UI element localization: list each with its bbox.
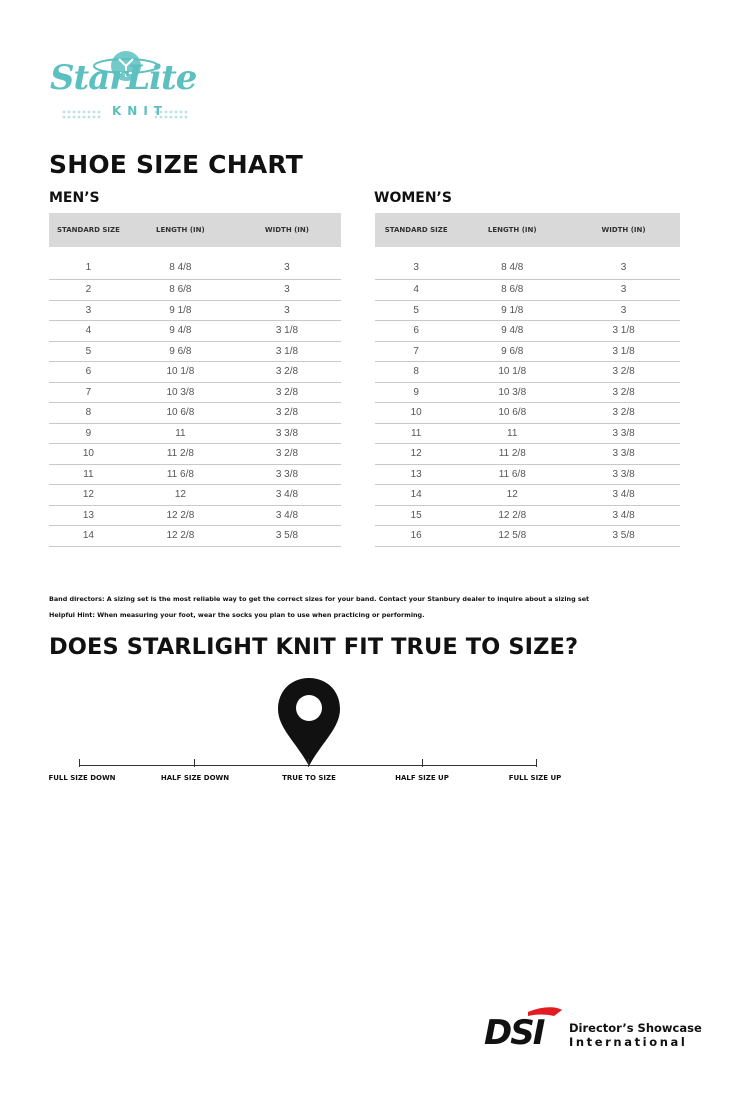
table-cell: 3 4/8 bbox=[612, 509, 635, 521]
table-row bbox=[49, 321, 341, 342]
table-cell: 9 1/8 bbox=[169, 304, 192, 316]
table-cell: 1 bbox=[85, 261, 92, 273]
table-row bbox=[375, 465, 680, 486]
table-cell: 3 bbox=[284, 284, 290, 296]
table-cell: 10 3/8 bbox=[498, 386, 527, 398]
table-cell: 11 6/8 bbox=[166, 468, 194, 480]
table-cell: 8 6/8 bbox=[501, 284, 524, 296]
table-cell: 3 4/8 bbox=[275, 489, 299, 501]
table-header bbox=[49, 213, 341, 247]
table-cell: 3 2/8 bbox=[612, 407, 635, 419]
table-row bbox=[375, 255, 680, 280]
scale-tick bbox=[79, 759, 80, 767]
mens-size-table bbox=[49, 213, 341, 547]
table-cell: 7 bbox=[413, 345, 419, 357]
table-row bbox=[49, 526, 341, 547]
table-cell: 12 5/8 bbox=[498, 530, 527, 542]
table-row bbox=[375, 506, 680, 527]
table-cell: 11 bbox=[175, 427, 186, 439]
table-cell: 12 bbox=[506, 489, 518, 501]
logo-script-text: StarLite bbox=[50, 58, 197, 98]
table-cell: 3 bbox=[284, 304, 290, 316]
table-row bbox=[375, 444, 680, 465]
band-directors-note: Band directors: A sizing set is the most reliable way to get the correct sizes for your band. Contact your Stanbury dealer to inquire about a sizing set bbox=[49, 595, 590, 603]
table-row bbox=[49, 465, 341, 486]
table-row bbox=[375, 383, 680, 404]
fit-question-heading: DOES STARLIGHT KNIT FIT TRUE TO SIZE? bbox=[49, 634, 579, 660]
table-cell: 3 bbox=[85, 304, 92, 316]
table-row bbox=[375, 485, 680, 506]
column-header: STANDARD SIZE bbox=[56, 226, 120, 234]
helpful-hint-note: Helpful Hint: When measuring your foot, wear the socks you plan to use when practicing or performing. bbox=[49, 611, 425, 619]
table-cell: 3 bbox=[284, 261, 290, 273]
scale-tick bbox=[194, 759, 195, 767]
table-cell: 8 4/8 bbox=[501, 261, 524, 273]
table-cell: 3 1/8 bbox=[612, 325, 635, 337]
table-row bbox=[375, 280, 680, 301]
table-row bbox=[375, 342, 680, 363]
table-body bbox=[49, 255, 341, 547]
table-cell: 3 2/8 bbox=[275, 386, 299, 398]
table-cell: 10 3/8 bbox=[166, 386, 195, 398]
table-cell: 8 bbox=[85, 407, 92, 419]
table-cell: 11 2/8 bbox=[166, 448, 194, 460]
table-cell: 3 5/8 bbox=[275, 530, 299, 542]
map-pin-icon bbox=[276, 676, 342, 773]
table-cell: 3 1/8 bbox=[275, 325, 299, 337]
table-cell: 10 bbox=[82, 448, 94, 460]
table-cell: 3 4/8 bbox=[275, 509, 299, 521]
scale-label-half-size-down: HALF SIZE DOWN bbox=[160, 774, 230, 782]
table-cell: 8 bbox=[413, 366, 419, 378]
page-title: SHOE SIZE CHART bbox=[49, 150, 303, 179]
scale-label-full-size-up: FULL SIZE UP bbox=[508, 774, 562, 782]
table-cell: 4 bbox=[413, 284, 419, 296]
table-cell: 9 bbox=[413, 386, 419, 398]
table-row bbox=[49, 342, 341, 363]
table-cell: 11 bbox=[507, 427, 518, 439]
table-row bbox=[49, 444, 341, 465]
table-row bbox=[375, 362, 680, 383]
table-cell: 3 5/8 bbox=[612, 530, 635, 542]
scale-tick bbox=[422, 759, 423, 767]
table-cell: 15 bbox=[410, 509, 422, 521]
table-cell: 10 bbox=[410, 407, 422, 419]
mens-heading: MEN’S bbox=[49, 190, 100, 206]
table-cell: 16 bbox=[410, 530, 422, 542]
scale-label-true-to-size: TRUE TO SIZE bbox=[282, 774, 336, 782]
scale-label-full-size-down: FULL SIZE DOWN bbox=[48, 774, 116, 782]
table-row bbox=[375, 403, 680, 424]
dsi-logo bbox=[484, 1004, 564, 1053]
table-row bbox=[49, 362, 341, 383]
table-cell: 13 bbox=[82, 509, 94, 521]
column-header: LENGTH (IN) bbox=[487, 226, 537, 234]
table-cell: 3 3/8 bbox=[275, 427, 299, 439]
column-header: WIDTH (IN) bbox=[601, 226, 646, 234]
table-cell: 9 6/8 bbox=[501, 345, 524, 357]
table-cell: 12 2/8 bbox=[166, 530, 195, 542]
table-row bbox=[49, 424, 341, 445]
table-cell: 3 3/8 bbox=[612, 448, 635, 460]
dsi-brand-line1: Director’s Showcase bbox=[569, 1021, 702, 1035]
table-row bbox=[49, 383, 341, 404]
logo-sub-text: KNIT bbox=[112, 104, 168, 118]
table-cell: 3 1/8 bbox=[275, 345, 299, 357]
table-row bbox=[375, 424, 680, 445]
table-cell: 10 6/8 bbox=[498, 407, 527, 419]
table-cell: 12 bbox=[410, 448, 422, 460]
table-cell: 3 bbox=[620, 261, 627, 273]
table-cell: 9 bbox=[85, 427, 92, 439]
dsi-brand-line2: International bbox=[569, 1035, 688, 1049]
table-cell: 3 4/8 bbox=[612, 489, 635, 501]
table-cell: 9 4/8 bbox=[169, 325, 192, 337]
table-cell: 6 bbox=[413, 325, 419, 337]
table-header bbox=[375, 213, 680, 247]
table-row bbox=[49, 280, 341, 301]
dsi-brand-name bbox=[569, 1021, 702, 1049]
womens-size-table bbox=[375, 213, 680, 547]
table-cell: 3 2/8 bbox=[612, 366, 635, 378]
table-cell: 3 bbox=[620, 284, 627, 296]
table-cell: 3 bbox=[620, 304, 627, 316]
table-cell: 6 bbox=[85, 366, 92, 378]
table-cell: 11 6/8 bbox=[498, 468, 526, 480]
table-cell: 9 4/8 bbox=[501, 325, 524, 337]
table-row bbox=[49, 485, 341, 506]
column-header: LENGTH (IN) bbox=[156, 226, 205, 234]
table-cell: 8 6/8 bbox=[169, 284, 192, 296]
table-cell: 2 bbox=[85, 284, 92, 296]
scale-tick bbox=[536, 759, 537, 767]
table-cell: 8 4/8 bbox=[169, 261, 192, 273]
table-cell: 3 3/8 bbox=[612, 468, 635, 480]
table-row bbox=[49, 301, 341, 322]
table-cell: 3 2/8 bbox=[275, 407, 299, 419]
table-cell: 10 6/8 bbox=[166, 407, 195, 419]
table-cell: 14 bbox=[410, 489, 422, 501]
table-cell: 12 bbox=[174, 489, 186, 501]
womens-heading: WOMEN’S bbox=[374, 190, 452, 206]
table-cell: 3 2/8 bbox=[275, 366, 299, 378]
table-cell: 11 2/8 bbox=[498, 448, 526, 460]
table-cell: 3 2/8 bbox=[612, 386, 635, 398]
table-cell: 4 bbox=[85, 325, 92, 337]
table-cell: 7 bbox=[85, 386, 92, 398]
table-row bbox=[375, 301, 680, 322]
table-cell: 10 1/8 bbox=[166, 366, 195, 378]
table-cell: 3 1/8 bbox=[612, 345, 635, 357]
table-cell: 11 bbox=[83, 468, 94, 480]
table-body bbox=[375, 255, 680, 547]
table-cell: 10 1/8 bbox=[498, 366, 527, 378]
table-cell: 3 3/8 bbox=[275, 468, 299, 480]
scale-label-half-size-up: HALF SIZE UP bbox=[395, 774, 449, 782]
table-cell: 3 2/8 bbox=[275, 448, 299, 460]
starlite-knit-logo bbox=[46, 44, 206, 124]
scale-tick bbox=[308, 759, 309, 767]
table-cell: 9 6/8 bbox=[169, 345, 192, 357]
table-cell: 12 bbox=[82, 489, 94, 501]
table-cell: 5 bbox=[413, 304, 419, 316]
table-cell: 13 bbox=[410, 468, 422, 480]
table-cell: 5 bbox=[85, 345, 92, 357]
table-cell: 11 bbox=[410, 427, 422, 439]
table-cell: 3 3/8 bbox=[612, 427, 635, 439]
table-cell: 3 bbox=[413, 261, 419, 273]
column-header: STANDARD SIZE bbox=[384, 226, 448, 234]
table-row bbox=[49, 506, 341, 527]
table-row bbox=[375, 321, 680, 342]
table-cell: 14 bbox=[82, 530, 94, 542]
table-cell: 12 2/8 bbox=[498, 509, 527, 521]
table-cell: 9 1/8 bbox=[501, 304, 524, 316]
table-cell: 12 2/8 bbox=[166, 509, 195, 521]
table-row bbox=[49, 255, 341, 280]
dsi-mark: DSI bbox=[484, 1013, 544, 1048]
table-row bbox=[49, 403, 341, 424]
table-row bbox=[375, 526, 680, 547]
column-header: WIDTH (IN) bbox=[264, 226, 309, 234]
